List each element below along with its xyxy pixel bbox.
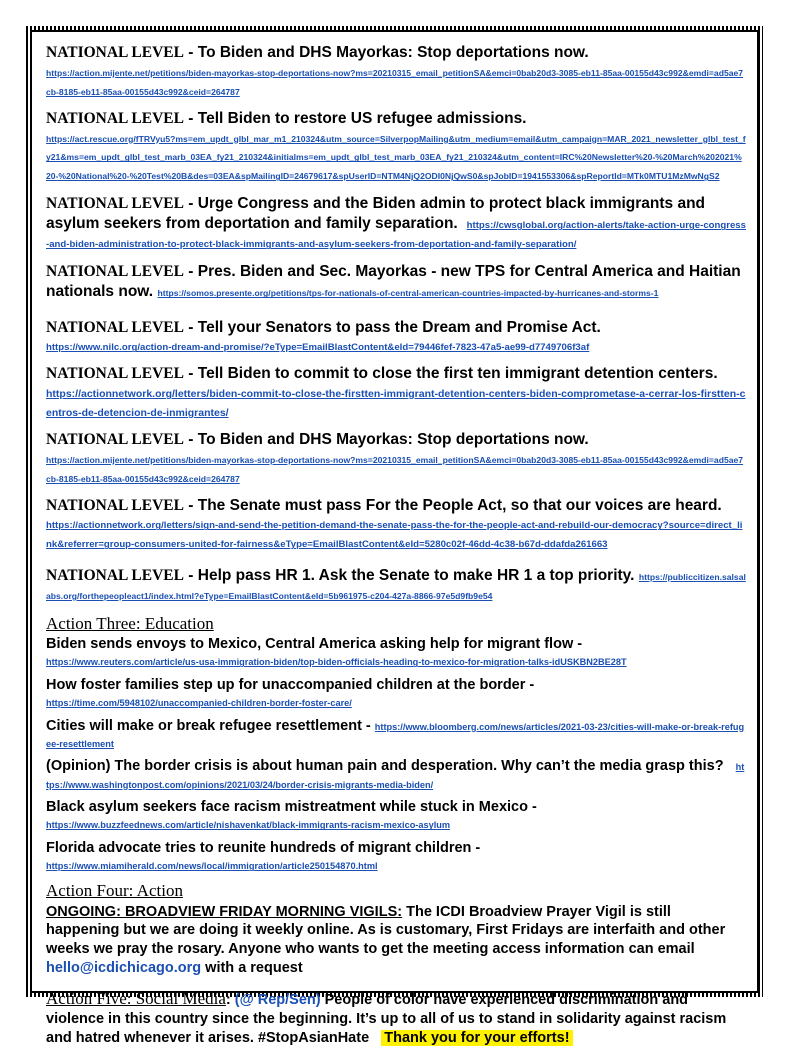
level-label: NATIONAL LEVEL — [46, 430, 184, 448]
petition-link[interactable]: https://actionnetwork.org/letters/sign-and-send-the-petition-demand-the-senate-pass-the-for-the-people-act-and-rebuild-our-democracy?source=direct_link&referrer=group-consumers-united-for-fairness&eType=EmailBlastContent&eId=5280c02f-46dd-4c38-b67d-ddafda261663 — [46, 520, 743, 551]
item-title: Pres. Biden and Sec. Mayorkas - new TPS for Central America and Haitian nationals now — [46, 263, 741, 301]
news-item-3 — [46, 718, 746, 753]
level-label: NATIONAL LEVEL — [46, 496, 184, 514]
item-title: Urge Congress and the Biden admin to protect black immigrants and asylum seekers from deportation and family separation. — [46, 195, 706, 233]
level-label: NATIONAL LEVEL — [46, 365, 184, 383]
level-label: NATIONAL LEVEL — [46, 567, 184, 585]
section-heading-education: Action Three: Education — [46, 613, 214, 633]
level-label: NATIONAL LEVEL — [46, 109, 184, 127]
news-link[interactable]: https://www.buzzfeednews.com/article/nishavenkat/black-immigrants-racism-mexico-asylum — [46, 820, 451, 831]
petition-link[interactable]: https://cwsglobal.org/action-alerts/take-action-urge-congress-and-biden-administration-to-protect-black-immigrants-and-asylum-seekers-from-deportation-and-family-separation/ — [46, 220, 746, 251]
item-title: The Senate must pass For the People Act, so that our voices are heard. — [197, 496, 722, 514]
news-title: How foster families step up for unaccompanied children at the border - — [46, 676, 535, 693]
section-heading-action: Action Four: Action — [46, 880, 183, 900]
level-label: NATIONAL LEVEL — [46, 263, 184, 281]
social-media-paragraph — [46, 988, 746, 1048]
national-item-4: NATIONAL LEVEL - Pres. Biden and Sec. Mayorkas - new TPS for Central America and Haitian nationals now. https://somos.presente.org/petitions/tps-for-nationals-of-central-american-countries-impacted-by-hurricanes-and-storms-1 — [46, 263, 741, 301]
petition-link[interactable]: https://somos.presente.org/petitions/tps-for-nationals-of-central-american-countries-impacted-by-hurricanes-and-storms-1 — [157, 288, 659, 299]
item-title: To Biden and DHS Mayorkas: Stop deportations now. — [197, 430, 589, 448]
rep-mention: (@ Rep/Sen) — [234, 992, 321, 1008]
news-item-6 — [46, 840, 746, 875]
social-body: People of color have experienced discrimination and violence in this country since the beginning. It’s up to all of us to stand in solidarity against racism and hatred whenever it arises. #StopAsianHate — [46, 992, 727, 1046]
level-label: NATIONAL LEVEL — [46, 195, 184, 213]
news-title: Cities will make or break refugee resettlement - — [46, 717, 371, 734]
petition-link[interactable]: https://act.rescue.org/fTRVyu5?ms=em_updt_glbl_mar_m1_210324&utm_source=SilverpopMailing&utm_medium=email&utm_campaign=MAR_2021_newsletter_glbl_test_fy21&ms=em_updt_glbl_test_marb_03EA_fy21_210324&initialms=em_updt_glbl_test_marb_03EA_fy21_210324&utm_content=IRC%20Newsletter%20-%20March%202021%20-%20National%20-%20Test%20B&des=03EA&spMailingID=24679617&spUserID=NTM4NjQ2ODI0NjQwS0&spJobID=1941553306&spReportId=MTk0MTU1MzMwNgS2 — [46, 133, 746, 182]
item-title: Tell Biden to commit to close the first ten immigrant detention centers. — [197, 365, 718, 383]
national-item-9: NATIONAL LEVEL - Help pass HR 1. Ask the Senate to make HR 1 a top priority. https://publiccitizen.salsalabs.org/forthepeopleact1/index.html?eType=EmailBlastContent&eId=5b961975-c204-427a-8866-97e5d9fb9e54 — [46, 567, 746, 602]
national-item-5: NATIONAL LEVEL - Tell your Senators to pass the Dream and Promise Act. https://www.nilc.org/action-dream-and-promise/?eType=EmailBlastContent&eId=79446fef-7823-47a5-ae99-d7749706f3af — [46, 318, 601, 354]
news-title: (Opinion) The border crisis is about human pain and desperation. Why can’t the media grasp this? — [46, 758, 724, 775]
petition-link[interactable]: https://www.nilc.org/action-dream-and-promise/?eType=EmailBlastContent&eId=79446fef-7823-47a5-ae99-d7749706f3af — [46, 342, 590, 354]
level-label: NATIONAL LEVEL — [46, 44, 184, 61]
news-item-1 — [46, 636, 746, 671]
item-title: Help pass HR 1. Ask the Senate to make HR 1 a top priority. — [197, 567, 635, 585]
news-title: Florida advocate tries to reunite hundreds of migrant children - — [46, 839, 481, 856]
thanks-highlight: Thank you for your efforts! — [381, 1030, 572, 1046]
news-link[interactable]: https://www.miamiherald.com/news/local/immigration/article250154870.html — [46, 861, 378, 872]
petition-link[interactable]: https://action.mijente.net/petitions/biden-mayorkas-stop-deportations-now?ms=20210315_email_petitionSA&emci=0bab20d3-3085-eb11-85aa-00155d43c992&emdi=ad5ae7cb-8185-eb11-85aa-00155d43c992&ceid=264787 — [46, 454, 744, 484]
vigil-tail: with a request — [201, 960, 303, 977]
item-title: Tell your Senators to pass the Dream and Promise Act. — [197, 318, 601, 336]
email-link[interactable]: hello@icdichicago.org — [46, 960, 202, 977]
news-title: Black asylum seekers face racism mistreatment while stuck in Mexico - — [46, 799, 537, 816]
vigil-body: The ICDI Broadview Prayer Vigil is still happening but we are doing it weekly online. As is customary, First Fridays are interfaith and other weeks we pray the rosary. Anyone who wants to get the meeting access information can email — [46, 903, 726, 958]
news-link[interactable]: https://www.reuters.com/article/us-usa-immigration-biden/top-biden-officials-heading-to-mexico-for-migration-talks-idUSKBN2BE28T — [46, 657, 627, 668]
vigil-lead: ONGOING: BROADVIEW FRIDAY MORNING VIGILS: — [46, 903, 403, 920]
news-item-2 — [46, 677, 746, 712]
vigil-paragraph — [46, 903, 746, 978]
petition-link[interactable]: https://publiccitizen.salsalabs.org/forthepeopleact1/index.html?eType=EmailBlastContent&eId=5b961975-c204-427a-8866-97e5d9fb9e54 — [46, 572, 746, 602]
level-label: NATIONAL LEVEL — [46, 318, 184, 336]
news-item-5 — [46, 799, 746, 834]
national-item-6: NATIONAL LEVEL - Tell Biden to commit to close the first ten immigrant detention centers. https://actionnetwork.org/letters/biden-commit-to-close-the-firstten-immigrant-detention-centers-biden-comprometase-a-cerrar-los-firstten-centros-de-detencion-de-inmigrantes/ — [46, 365, 746, 420]
news-link[interactable]: https://time.com/5948102/unaccompanied-children-border-foster-care/ — [46, 698, 352, 709]
item-title: To Biden and DHS Mayorkas: Stop deportations now. — [197, 44, 589, 61]
national-item-3: NATIONAL LEVEL - Urge Congress and the Biden admin to protect black immigrants and asylum seekers from deportation and family separation. https://cwsglobal.org/action-alerts/take-action-urge-congress-and-biden-administration-to-protect-black-immigrants-and-asylum-seekers-from-deportation-and-family-separation/ — [46, 195, 746, 251]
heading-colon: : — [225, 992, 235, 1008]
petition-link[interactable]: https://action.mijente.net/petitions/biden-mayorkas-stop-deportations-now?ms=20210315_email_petitionSA&emci=0bab20d3-3085-eb11-85aa-00155d43c992&emdi=ad5ae7cb-8185-eb11-85aa-00155d43c992&ceid=264787 — [46, 67, 744, 97]
section-heading-social: Action Five: Social Media — [46, 989, 226, 1008]
document-body — [46, 44, 746, 1048]
item-title: Tell Biden to restore US refugee admissions. — [197, 109, 527, 127]
national-item-7: NATIONAL LEVEL - To Biden and DHS Mayorkas: Stop deportations now. https://action.mijente.net/petitions/biden-mayorkas-stop-deportations-now?ms=20210315_email_petitionSA&emci=0bab20d3-3085-eb11-85aa-00155d43c992&emdi=ad5ae7cb-8185-eb11-85aa-00155d43c992&ceid=264787 — [46, 430, 744, 484]
news-link[interactable]: https://www.washingtonpost.com/opinions/2021/03/24/border-crisis-migrants-media-biden/ — [46, 762, 745, 790]
national-item-1: NATIONAL LEVEL - To Biden and DHS Mayorkas: Stop deportations now. https://action.mijente.net/petitions/biden-mayorkas-stop-deportations-now?ms=20210315_email_petitionSA&emci=0bab20d3-3085-eb11-85aa-00155d43c992&emdi=ad5ae7cb-8185-eb11-85aa-00155d43c992&ceid=264787 — [46, 44, 744, 97]
petition-link[interactable]: https://actionnetwork.org/letters/biden-commit-to-close-the-firstten-immigrant-detention-centers-biden-comprometase-a-cerrar-los-firstten-centros-de-detencion-de-inmigrantes/ — [46, 388, 746, 420]
news-link[interactable]: https://www.bloomberg.com/news/articles/2021-03-23/cities-will-make-or-break-refugee-resettlement — [46, 721, 745, 749]
national-item-8: NATIONAL LEVEL - The Senate must pass For the People Act, so that our voices are heard. https://actionnetwork.org/letters/sign-and-send-the-petition-demand-the-senate-pass-the-for-the-people-act-and-rebuild-our-democracy?source=direct_link&referrer=group-consumers-united-for-fairness&eType=EmailBlastContent&eId=5280c02f-46dd-4c38-b67d-ddafda261663 — [46, 496, 743, 551]
national-item-2: NATIONAL LEVEL - Tell Biden to restore US refugee admissions. https://act.rescue.org/fTRVyu5?ms=em_updt_glbl_mar_m1_210324&utm_source=SilverpopMailing&utm_medium=email&utm_campaign=MAR_2021_newsletter_glbl_test_fy21&ms=em_updt_glbl_test_marb_03EA_fy21_210324&initialms=em_updt_glbl_test_marb_03EA_fy21_210324&utm_content=IRC%20Newsletter%20-%20March%202021%20-%20National%20-%20Test%20B&des=03EA&spMailingID=24679617&spUserID=NTM4NjQ2ODI0NjQwS0&spJobID=1941553306&spReportId=MTk0MTU1MzMwNgS2 — [46, 109, 746, 182]
news-title: Biden sends envoys to Mexico, Central America asking help for migrant flow - — [46, 635, 583, 652]
news-item-4 — [46, 758, 746, 793]
